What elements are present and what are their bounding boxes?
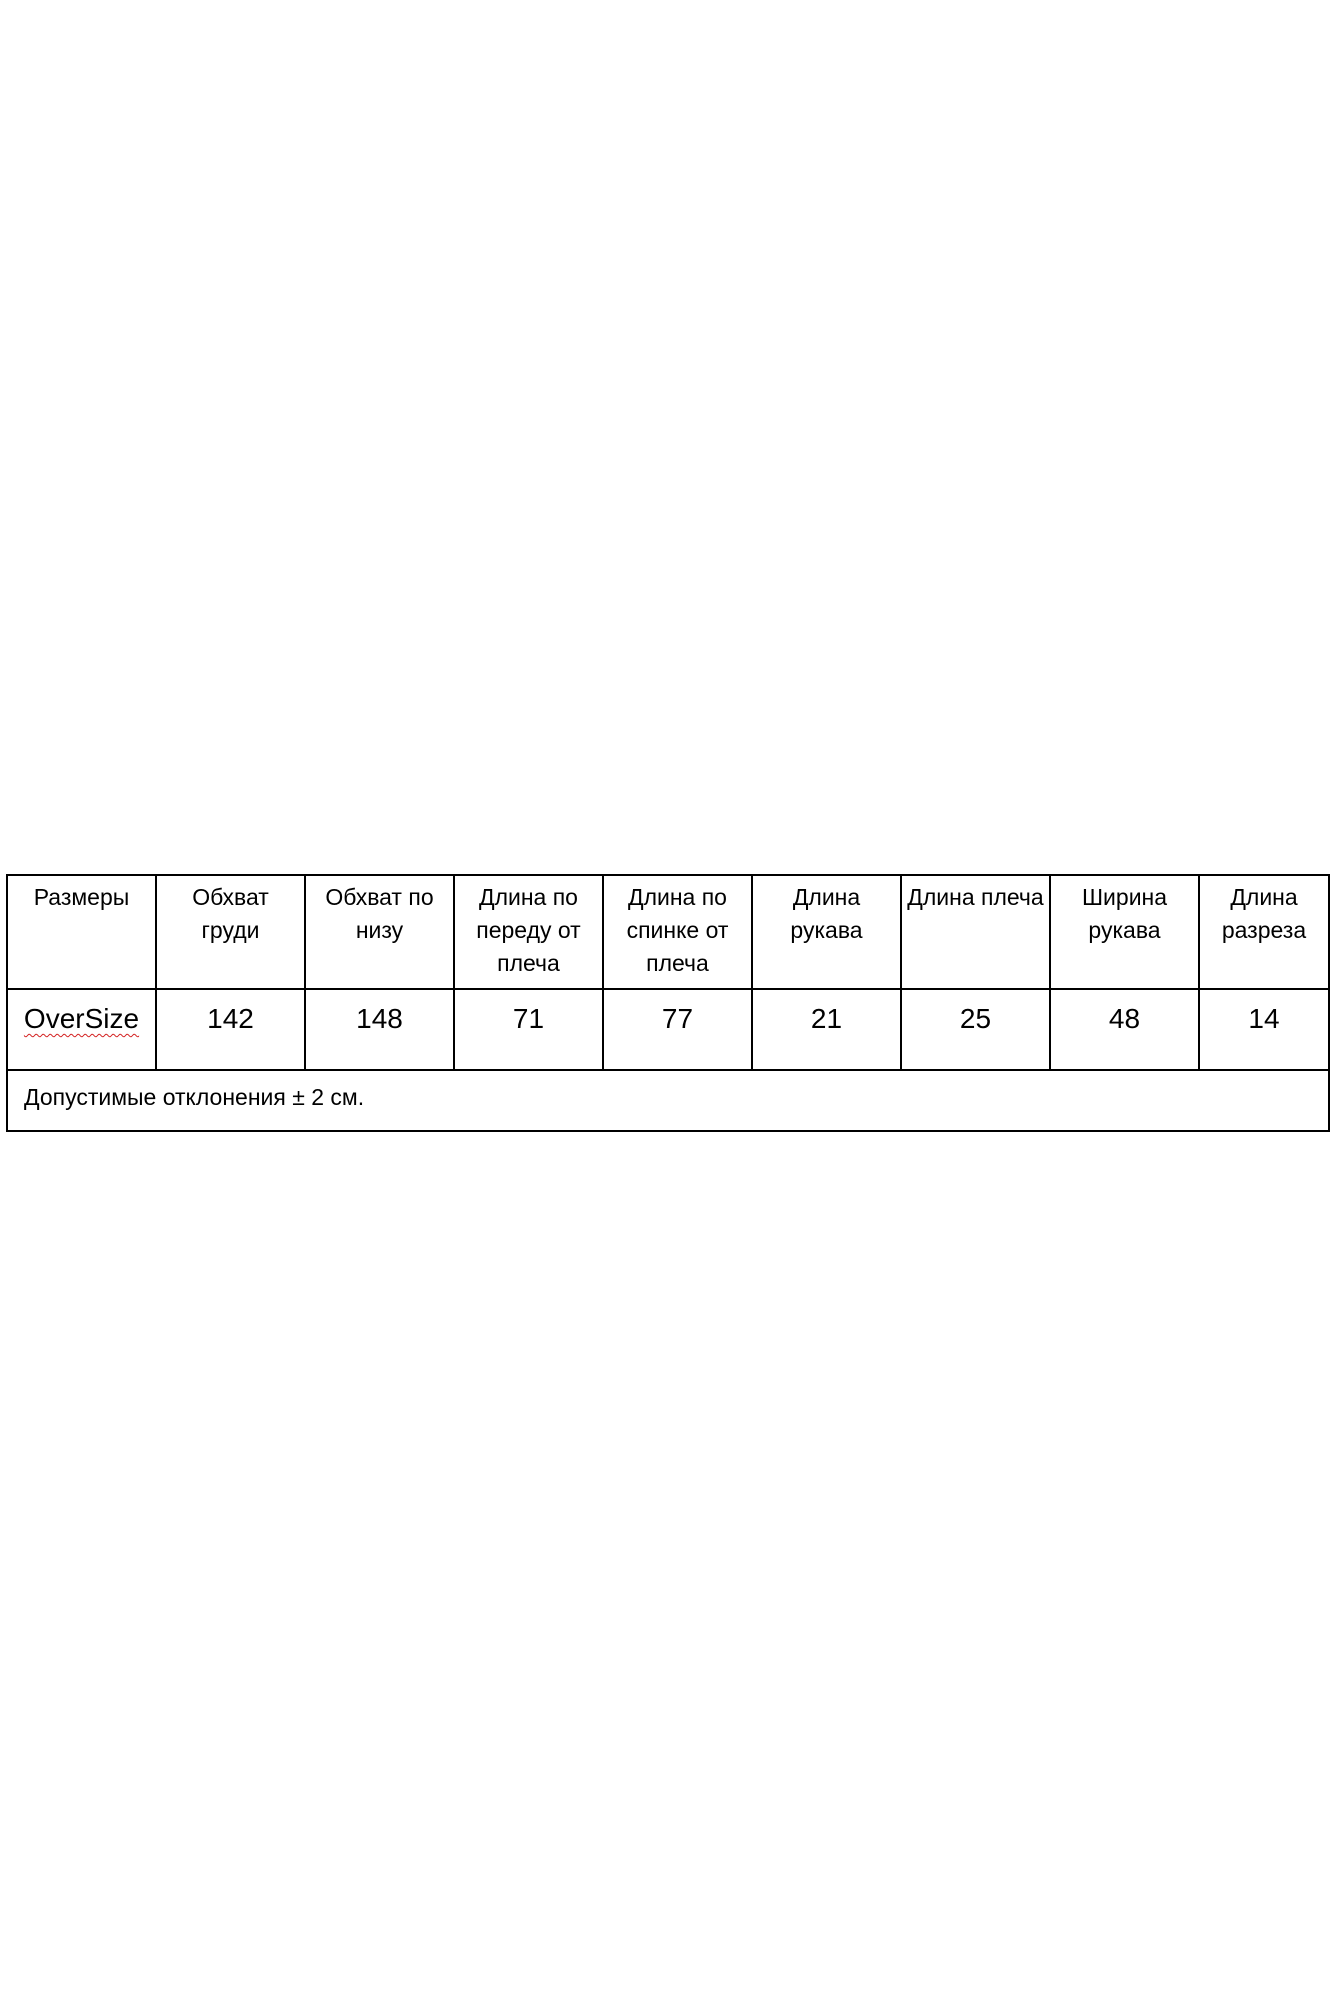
front-length-value: 71 — [454, 989, 603, 1070]
size-cell — [7, 989, 156, 1070]
back-length-value: 77 — [603, 989, 752, 1070]
header-sizes: Размеры — [7, 875, 156, 989]
header-shoulder-length: Длина плеча — [901, 875, 1050, 989]
size-chart-table — [6, 874, 1330, 1132]
chest-girth-value: 142 — [156, 989, 305, 1070]
header-chest-girth: Обхват груди — [156, 875, 305, 989]
header-front-length: Длина по переду от плеча — [454, 875, 603, 989]
sleeve-width-value: 48 — [1050, 989, 1199, 1070]
header-slit-length: Длина разреза — [1199, 875, 1329, 989]
header-sleeve-length: Длина рукава — [752, 875, 901, 989]
tolerance-note: Допустимые отклонения ± 2 см. — [7, 1070, 1329, 1131]
table-header-row — [7, 875, 1329, 989]
table-row — [7, 989, 1329, 1070]
slit-length-value: 14 — [1199, 989, 1329, 1070]
hem-girth-value: 148 — [305, 989, 454, 1070]
table-note-row — [7, 1070, 1329, 1131]
sleeve-length-value: 21 — [752, 989, 901, 1070]
header-hem-girth: Обхват по низу — [305, 875, 454, 989]
header-sleeve-width: Ширина рукава — [1050, 875, 1199, 989]
size-label: OverSize — [23, 1003, 140, 1034]
header-back-length: Длина по спинке от плеча — [603, 875, 752, 989]
shoulder-length-value: 25 — [901, 989, 1050, 1070]
